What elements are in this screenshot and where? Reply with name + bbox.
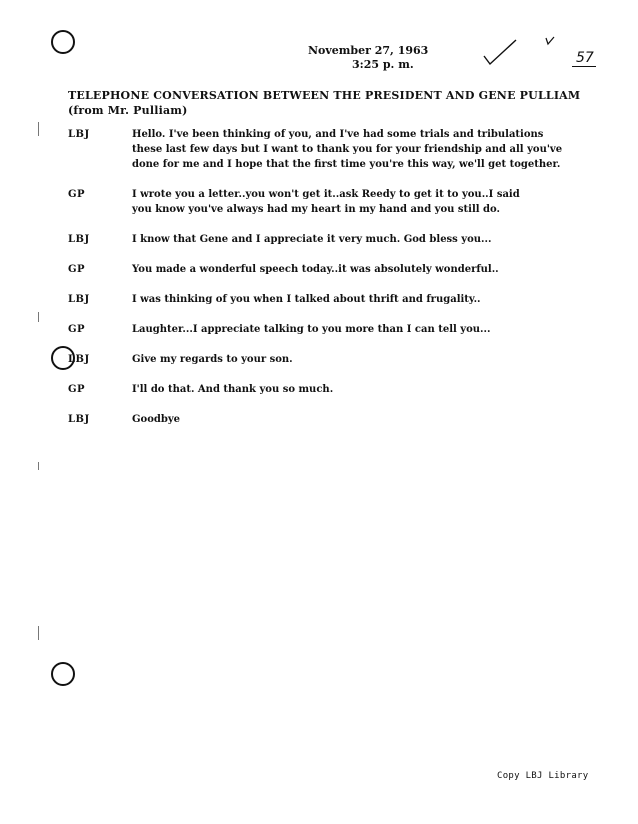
document-number-underline: [572, 66, 596, 67]
checkmark-icon: [480, 36, 560, 76]
margin-mark: [38, 626, 39, 640]
punch-hole-icon: [51, 662, 75, 686]
utterance-text: You made a wonderful speech today..it was absolutely wonderful..: [132, 264, 499, 275]
source-line: (from Mr. Pulliam): [68, 104, 188, 117]
time-text: 3:25 p. m.: [352, 58, 414, 71]
utterance-text: Laughter...I appreciate talking to you more than I can tell you...: [132, 324, 491, 335]
document-title: TELEPHONE CONVERSATION BETWEEN THE PRESIDENT AND GENE PULLIAM: [68, 89, 581, 102]
punch-hole-icon: [51, 30, 75, 54]
speaker-label: LBJ: [68, 234, 90, 245]
speaker-label: GP: [68, 384, 86, 395]
utterance-text: I was thinking of you when I talked about thrift and frugality..: [132, 294, 481, 305]
speaker-label: LBJ: [68, 414, 90, 425]
utterance-text: Hello. I've been thinking of you, and I've had some trials and tribulations these last few days but I want to thank you for your friendship and all you've done for me and I hope that the first time you're this way, we'll get together.: [132, 129, 563, 170]
utterance-text: I'll do that. And thank you so much.: [132, 384, 334, 395]
margin-mark: [38, 312, 39, 322]
speaker-label: LBJ: [68, 354, 90, 365]
transcript-turn: [68, 412, 628, 427]
speaker-label: GP: [68, 324, 86, 335]
transcript-turn: [68, 127, 628, 172]
transcript-turn: [68, 232, 628, 247]
utterance-text: I know that Gene and I appreciate it very much. God bless you...: [132, 234, 492, 245]
utterance-text: Goodbye: [132, 414, 181, 425]
speaker-label: GP: [68, 189, 86, 200]
transcript-turn: [68, 352, 628, 367]
speaker-label: LBJ: [68, 129, 90, 140]
margin-mark: [38, 462, 39, 470]
transcript-turn: [68, 187, 628, 217]
transcript: [68, 127, 628, 442]
transcript-turn: [68, 322, 628, 337]
speaker-label: GP: [68, 264, 86, 275]
dateline: [308, 44, 428, 72]
margin-mark: [38, 122, 39, 136]
transcript-turn: [68, 382, 628, 397]
date-text: November 27, 1963: [308, 44, 429, 57]
transcript-turn: [68, 262, 628, 277]
utterance-text: Give my regards to your son.: [132, 354, 293, 365]
title-block: [68, 88, 580, 118]
transcript-turn: [68, 292, 628, 307]
document-number: 57: [576, 50, 594, 66]
utterance-text: I wrote you a letter..you won't get it..ask Reedy to get it to you..I said you know you've always had my heart in my hand and you still do.: [132, 189, 520, 215]
library-footer: Copy LBJ Library: [497, 771, 589, 781]
speaker-label: LBJ: [68, 294, 90, 305]
